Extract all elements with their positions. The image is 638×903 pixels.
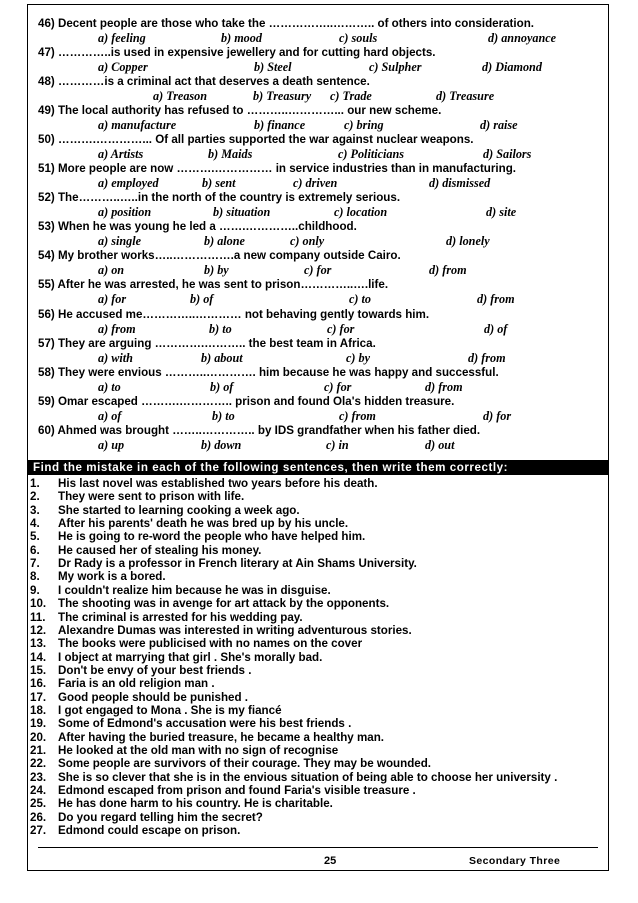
- sentence-number: 16.: [30, 677, 47, 691]
- sentence-number: 17.: [30, 690, 47, 704]
- question-stem: 49) The local authority has refused to ………..…………... our new scheme.: [38, 104, 442, 118]
- answer-option: d) from: [477, 292, 515, 307]
- answer-option: c) for: [327, 321, 355, 336]
- sentence-item: [30, 557, 417, 570]
- question-stem: 53) When he was young he led a …….…………..childhood.: [38, 220, 357, 234]
- answer-option: d) raise: [480, 118, 518, 133]
- sentence-text: I object at marrying that girl . She's morally bad.: [58, 650, 323, 664]
- sentence-item: [30, 597, 389, 610]
- answer-option: a) with: [98, 350, 133, 365]
- sentence-item: [30, 771, 557, 784]
- sentence-item: [30, 691, 248, 704]
- answer-option: b) down: [201, 437, 242, 452]
- question-stem: 60) Ahmed was brought ……..………….. by IDS grandfather when his father died.: [38, 423, 481, 437]
- answer-option: d) Treasure: [436, 89, 495, 104]
- sentence-item: [30, 611, 303, 624]
- sentence-number: 8.: [30, 570, 40, 584]
- answer-option: d) Sailors: [483, 147, 532, 162]
- answer-option: d) dismissed: [429, 176, 491, 191]
- sentence-text: The criminal is arrested for his wedding pay.: [58, 610, 303, 624]
- answer-option: b) mood: [221, 31, 262, 45]
- sentence-item: [30, 811, 263, 824]
- answer-option: a) up: [98, 437, 125, 452]
- sentence-item: [30, 704, 282, 717]
- answer-option: b) by: [204, 263, 229, 278]
- answer-option: d) from: [425, 379, 463, 394]
- sentence-text: After his parents' death he was bred up by his uncle.: [58, 517, 349, 531]
- page-number: 25: [324, 855, 337, 867]
- question-stem: 59) Omar escaped ……….………….. prison and found Ola's hidden treasure.: [38, 394, 455, 408]
- sentence-item: [30, 784, 416, 797]
- sentence-number: 15.: [30, 663, 47, 677]
- sentence-item: [30, 637, 362, 650]
- sentence-number: 23.: [30, 770, 47, 784]
- answer-option: d) annoyance: [488, 31, 557, 45]
- footer-label: Secondary Three: [469, 855, 561, 867]
- question-stem: 56) He accused me…………..………… not behaving gently towards him.: [38, 307, 430, 321]
- section-heading: Find the mistake in each of the following sentences, then write them correctly:: [28, 460, 608, 475]
- sentence-number: 14.: [30, 650, 47, 664]
- sentence-text: Don't be envy of your best friends .: [58, 663, 252, 677]
- answer-option: a) Artists: [98, 147, 144, 162]
- question-stem: 46) Decent people are those who take the ……………..……….. of others into consideration.: [38, 17, 535, 30]
- footer-divider: [38, 847, 598, 848]
- sentence-item: [30, 797, 333, 810]
- answer-option: d) from: [429, 263, 467, 278]
- sentence-item: [30, 717, 351, 730]
- question-stem: 48) …………is a criminal act that deserves a death sentence.: [38, 75, 370, 89]
- sentence-number: 4.: [30, 517, 40, 531]
- sentence-text: Some people are survivors of their courage. They may be wounded.: [58, 757, 432, 771]
- answer-option: c) Sulpher: [369, 60, 422, 75]
- answer-option: b) to: [209, 321, 232, 336]
- sentence-text: Do you regard telling him the secret?: [58, 810, 263, 824]
- sentence-text: The shooting was in avenge for art attack by the opponents.: [58, 597, 390, 611]
- answer-option: d) lonely: [446, 234, 490, 249]
- sentence-item: [30, 744, 338, 757]
- answer-option: a) of: [98, 408, 122, 423]
- sentence-number: 22.: [30, 757, 47, 771]
- sentence-text: Dr Rady is a professor in French literary at Ain Shams University.: [58, 557, 417, 571]
- question-stem: 52) The………..…..in the north of the country is extremely serious.: [38, 191, 401, 205]
- sentence-text: The books were publicised with no names on the cover: [58, 637, 363, 651]
- sentence-text: She is so clever that she is in the envious situation of being able to choose her university .: [58, 770, 558, 784]
- answer-option: a) for: [98, 292, 127, 307]
- sentence-item: [30, 490, 244, 503]
- answer-option: c) only: [290, 234, 325, 249]
- answer-option: d) of: [484, 321, 508, 336]
- answer-option: b) to: [212, 408, 235, 423]
- answer-option: c) location: [334, 205, 388, 220]
- answer-option: c) bring: [344, 118, 384, 133]
- sentence-number: 6.: [30, 543, 40, 557]
- sentence-number: 12.: [30, 623, 47, 637]
- answer-option: c) for: [304, 263, 332, 278]
- sentence-item: [30, 504, 300, 517]
- answer-option: d) Diamond: [482, 60, 542, 75]
- answer-option: a) feeling: [98, 31, 146, 45]
- sentence-number: 27.: [30, 824, 47, 838]
- answer-option: b) situation: [213, 205, 271, 220]
- answer-option: c) in: [326, 437, 349, 452]
- sentence-text: They were sent to prison with life.: [58, 490, 245, 504]
- sentence-number: 5.: [30, 530, 40, 544]
- answer-option: b) Maids: [208, 147, 253, 162]
- answer-option: c) by: [346, 350, 371, 365]
- sentence-text: His last novel was established two years before his death.: [58, 477, 378, 490]
- answer-option: a) to: [98, 379, 121, 394]
- sentence-text: My work is a bored.: [58, 570, 166, 584]
- sentence-text: I couldn't realize him because he was in disguise.: [58, 583, 331, 597]
- sentence-text: He caused her of stealing his money.: [58, 543, 262, 557]
- sentence-item: [30, 664, 251, 677]
- answer-option: a) Treason: [153, 89, 208, 104]
- sentence-number: 25.: [30, 797, 47, 811]
- question-stem: 57) They are arguing ………….……….. the best team in Africa.: [38, 336, 376, 350]
- sentence-item: [30, 757, 431, 770]
- answer-option: a) from: [98, 321, 136, 336]
- sentence-number: 26.: [30, 810, 47, 824]
- sentence-item: [30, 517, 348, 530]
- sentence-text: After having the buried treasure, he became a healthy man.: [58, 730, 385, 744]
- answer-option: b) alone: [204, 234, 245, 249]
- sentence-text: Alexandre Dumas was interested in writing adventurous stories.: [58, 623, 412, 637]
- sentence-item: [30, 731, 384, 744]
- answer-option: c) driven: [293, 176, 338, 191]
- sentence-item: [30, 824, 240, 837]
- sentence-number: 11.: [30, 610, 46, 624]
- answer-option: b) of: [190, 292, 214, 307]
- sentence-number: 24.: [30, 784, 47, 798]
- answer-option: d) from: [468, 350, 506, 365]
- sentence-item: [30, 544, 261, 557]
- answer-option: d) for: [483, 408, 512, 423]
- answer-option: b) Steel: [254, 60, 292, 75]
- sentence-item: [30, 584, 331, 597]
- question-stem: 58) They were envious ………..…………. him because he was happy and successful.: [38, 365, 499, 379]
- answer-option: a) manufacture: [98, 118, 177, 133]
- answer-option: b) sent: [202, 176, 236, 191]
- answer-option: c) Politicians: [338, 147, 405, 162]
- question-stem: 47) …………..is used in expensive jewellery and for cutting hard objects.: [38, 46, 436, 60]
- answer-option: a) on: [98, 263, 125, 278]
- sentence-number: 7.: [30, 557, 40, 571]
- answer-option: c) to: [349, 292, 371, 307]
- sentence-text: Faria is an old religion man .: [58, 677, 215, 691]
- answer-option: b) Treasury: [253, 89, 312, 104]
- answer-option: a) employed: [98, 176, 159, 191]
- sentence-number: 19.: [30, 717, 47, 731]
- answer-option: c) Trade: [330, 89, 372, 104]
- answer-option: a) single: [98, 234, 141, 249]
- answer-option: c) souls: [339, 31, 378, 45]
- sentence-number: 1.: [30, 477, 40, 490]
- question-stem: 54) My brother works…..…………….a new company outside Cairo.: [38, 249, 401, 263]
- sentence-item: [30, 624, 412, 637]
- sentence-number: 18.: [30, 703, 47, 717]
- question-stem: 55) After he was arrested, he was sent to prison…………..….life.: [38, 278, 389, 292]
- sentence-number: 3.: [30, 503, 40, 517]
- sentence-number: 20.: [30, 730, 47, 744]
- answer-option: d) site: [486, 205, 517, 220]
- sentence-text: Good people should be punished .: [58, 690, 249, 704]
- answer-option: b) about: [201, 350, 243, 365]
- question-stem: 50) ……….…………... Of all parties supported the war against nuclear weapons.: [38, 133, 474, 147]
- sentence-number: 9.: [30, 583, 40, 597]
- sentence-item: [30, 530, 365, 543]
- sentence-text: He has done harm to his country. He is charitable.: [58, 797, 333, 811]
- answer-option: a) position: [98, 205, 152, 220]
- answer-option: c) from: [339, 408, 376, 423]
- sentence-text: He is going to re-word the people who have helped him.: [58, 530, 366, 544]
- sentence-text: She started to learning cooking a week ago.: [58, 503, 300, 517]
- question-stem: 51) More people are now ……….…………… in service industries than in manufacturing.: [38, 162, 517, 176]
- sentence-item: [30, 570, 166, 583]
- answer-option: b) of: [210, 379, 234, 394]
- sentence-text: Edmond could escape on prison.: [58, 824, 241, 838]
- answer-option: b) finance: [254, 118, 306, 133]
- page-frame: [27, 4, 609, 871]
- sentence-text: Some of Edmond's accusation were his best friends .: [58, 717, 352, 731]
- answer-option: a) Copper: [98, 60, 148, 75]
- sentence-text: He looked at the old man with no sign of recognise: [58, 744, 339, 757]
- sentence-item: [30, 651, 322, 664]
- sentence-number: 13.: [30, 637, 47, 651]
- sentence-text: Edmond escaped from prison and found Faria's visible treasure .: [58, 784, 416, 798]
- sentence-number: 10.: [30, 597, 47, 611]
- sentence-item: [30, 477, 378, 490]
- answer-option: d) out: [425, 437, 455, 452]
- answer-option: c) for: [324, 379, 352, 394]
- sentence-number: 21.: [30, 744, 47, 757]
- sentence-text: I got engaged to Mona . She is my fiancé: [58, 703, 282, 717]
- sentence-number: 2.: [30, 490, 40, 504]
- sentence-item: [30, 677, 215, 690]
